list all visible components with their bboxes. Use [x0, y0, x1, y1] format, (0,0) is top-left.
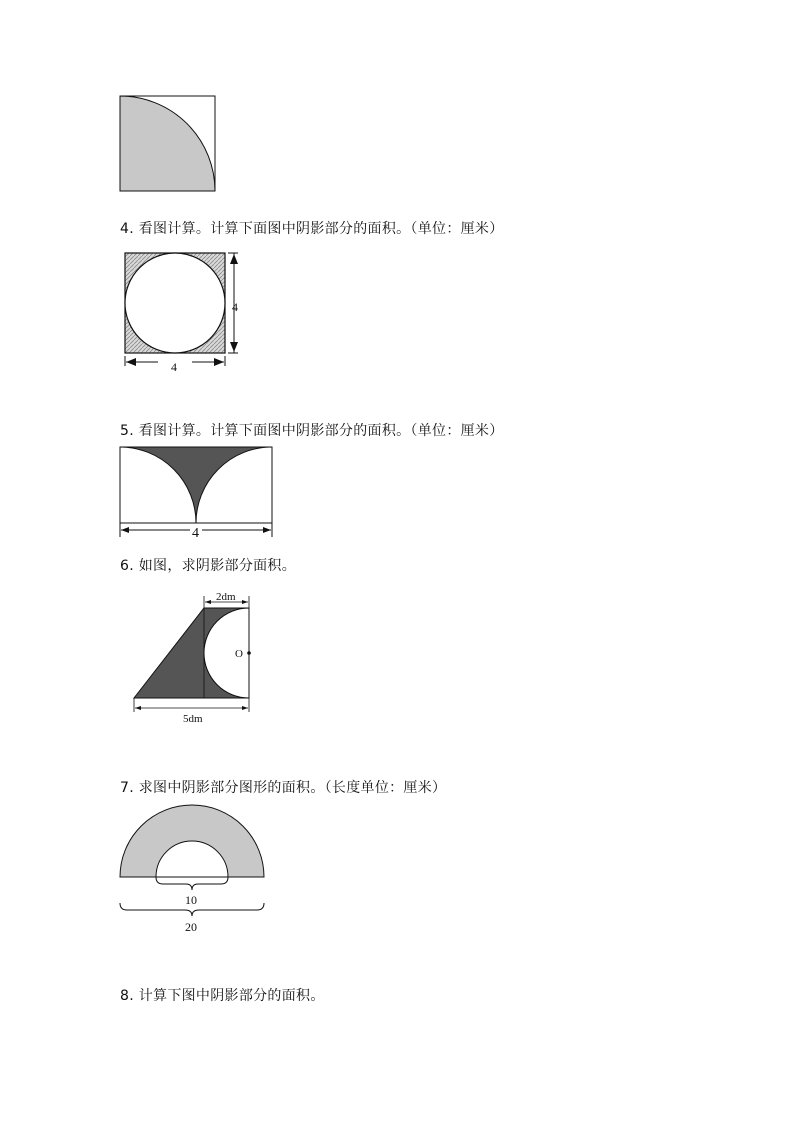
question-4: 4. 看图计算。计算下面图中阴影部分的面积。（单位：厘米）: [120, 221, 504, 237]
question-8: 8. 计算下图中阴影部分的面积。: [120, 988, 325, 1004]
center-label: O: [235, 648, 243, 660]
question-5: 5. 看图计算。计算下面图中阴影部分的面积。（单位：厘米）: [120, 423, 504, 439]
question-7: 7. 求图中阴影部分图形的面积。（长度单位：厘米）: [120, 780, 447, 796]
inner-label: 10: [185, 893, 197, 907]
figure-trapezoid-semicircle: [128, 588, 268, 728]
figure-two-quarter-circles: [118, 445, 278, 545]
figure-circle-in-square: [118, 248, 248, 378]
figure-semicircle-ring: [118, 805, 268, 940]
bottom-label: 4: [171, 360, 177, 374]
width-label: 4: [192, 526, 199, 541]
side-label: 4: [232, 300, 238, 314]
outer-label: 20: [185, 920, 197, 934]
bottom-label: 5dm: [183, 713, 203, 725]
question-6: 6. 如图，求阴影部分面积。: [120, 558, 297, 574]
figure-quarter-circle: [118, 94, 218, 194]
top-label: 2dm: [216, 591, 236, 603]
